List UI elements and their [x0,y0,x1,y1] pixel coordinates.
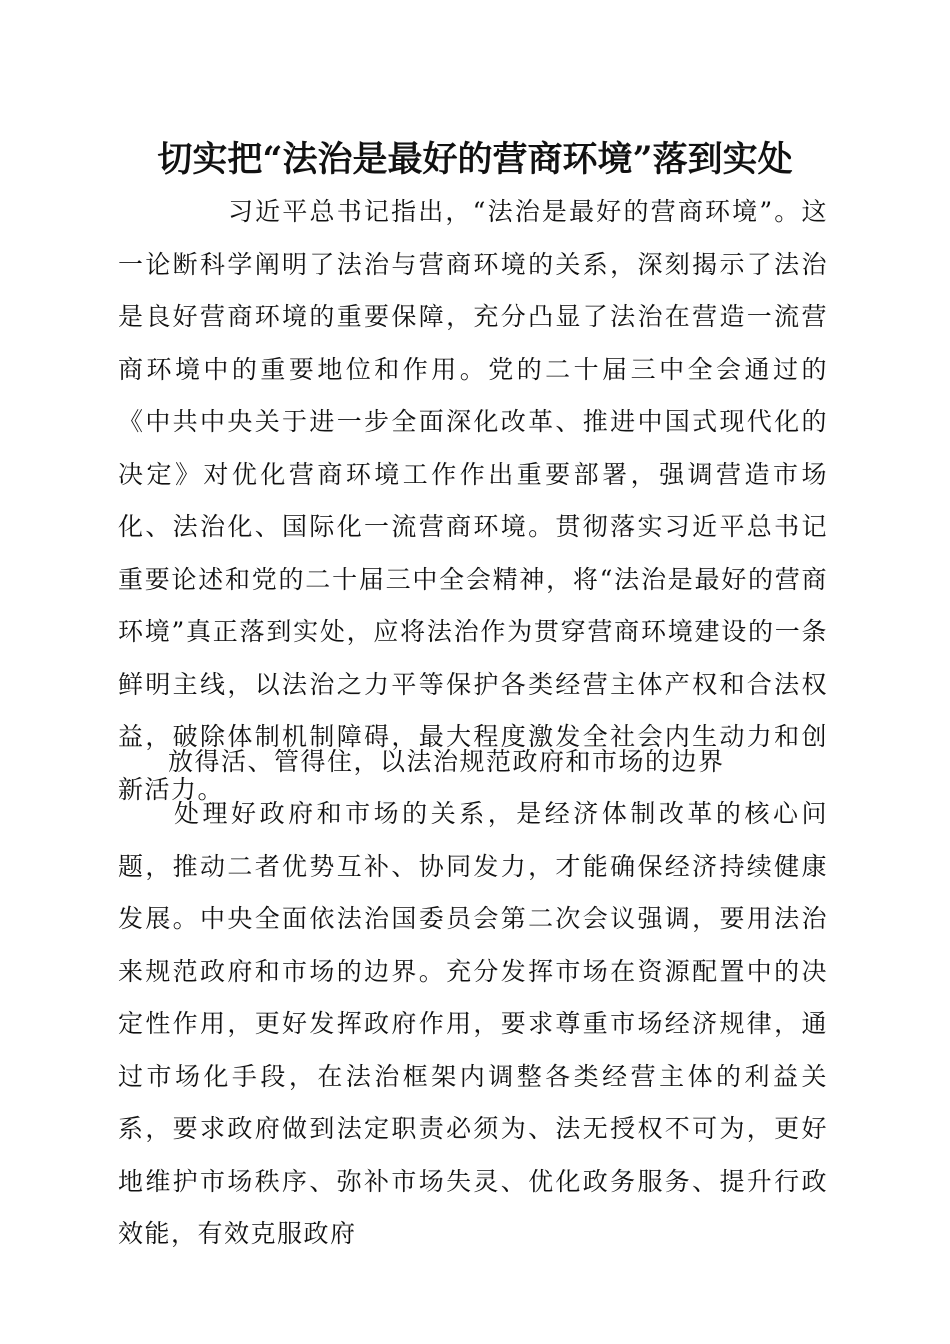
paragraph-section-1: 处理好政府和市场的关系，是经济体制改革的核心问题，推动二者优势互补、协同发力，才能确保经济持续健康发展。中央全面依法治国委员会第二次会议强调，要用法治来规范政府和市场的边界。充分发挥市场在资源配置中的决定性作用，更好发挥政府作用，要求尊重市场经济规律，通过市场化手段，在法治框架内调整各类经营主体的利益关系，要求政府做到法定职责必须为、法无授权不可为，更好地维护市场秩序、弥补市场失灵、优化政务服务、提升行政效能，有效克服政府 [118,799,828,1248]
document-title: 切实把“法治是最好的营商环境”落到实处 [157,139,793,180]
paragraph-intro: 习近平总书记指出，“法治是最好的营商环境”。这一论断科学阐明了法治与营商环境的关系，深刻揭示了法治是良好营商环境的重要保障，充分凸显了法治在营造一流营商环境中的重要地位和作用。党的二十届三中全会通过的《中共中央关于进一步全面深化改革、推进中国式现代化的决定》对优化营商环境工作作出重要部署，强调营造市场化、法治化、国际化一流营商环境。贯彻落实习近平总书记重要论述和党的二十届三中全会精神，将“法治是最好的营商环境”真正落到实处，应将法治作为贯穿营商环境建设的一条鲜明主线，以法治之力平等保护各类经营主体产权和合法权益，破除体制机制障碍，最大程度激发全社会内生动力和创新活力。 [118,197,828,804]
section-heading: 放得活、管得住，以法治规范政府和市场的边界 [168,747,725,776]
